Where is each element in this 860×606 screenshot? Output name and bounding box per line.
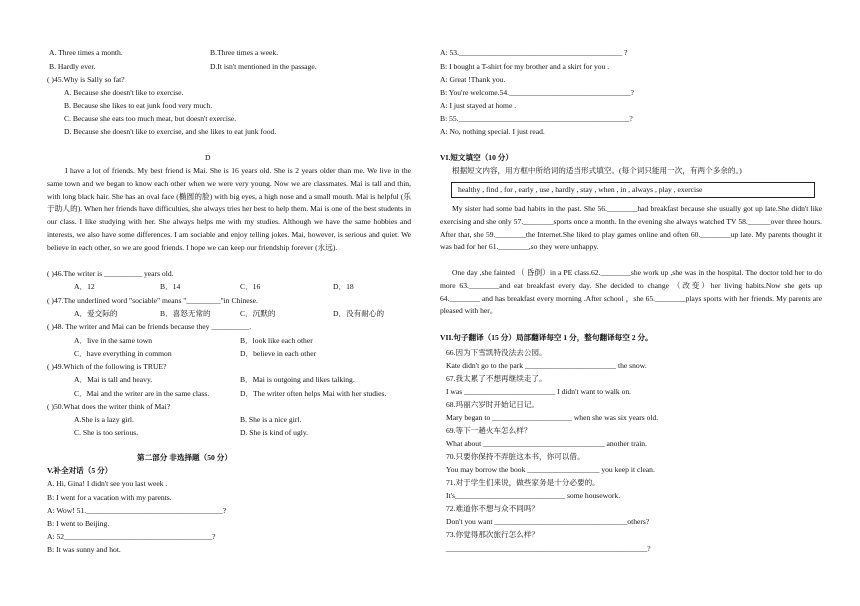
q46-stem: ( )46.The writer is __________ years old. — [47, 269, 174, 278]
section7-title: VII.句子翻译（15 分）局部翻译每空 1 分，整句翻译每空 2 分。 — [440, 333, 653, 342]
q50-option-c: C. She is too serious. — [74, 428, 139, 437]
passage-label: D — [205, 153, 211, 162]
q48-option-d: D．believe in each other — [240, 349, 317, 358]
section6-instruction: 根据短文内容，用方框中所给词的适当形式填空。(每个词只能用一次，有两个多余的。) — [452, 166, 742, 175]
q48-option-c: C．have everything in common — [74, 349, 172, 358]
q45-option-b: B. Because she likes to eat junk food very much. — [64, 101, 213, 110]
q50-option-d: D. She is kind of ugly. — [240, 428, 309, 437]
dialogue-line: B: It was sunny and hot. — [47, 545, 121, 554]
q46-option-d: D．18 — [333, 282, 354, 291]
q44-option-b: B.Three times a week. — [210, 48, 279, 57]
word-box: healthy , find , for , early , use , hardly , stay , when , in , always , play , exercise — [451, 182, 815, 198]
q49-option-d: D．The writer often helps Mai with her studies. — [240, 389, 387, 398]
q47-option-a: A．爱交际的 — [74, 309, 118, 318]
translation-answer-line: You may borrow the book ___________________ you keep it clean. — [446, 465, 655, 474]
dialogue-line: A: 52_______________________________________? — [47, 532, 216, 541]
dialogue-line: B: I went to Beijing. — [47, 519, 110, 528]
dialogue-line: B: I went for a vacation with my parents. — [47, 493, 172, 502]
dialogue-line: A: I just stayed at home . — [440, 101, 517, 110]
translation-prompt: 70.只要你保持不弄脏这本书，你可以借。 — [446, 452, 585, 461]
q50-option-b: B. She is a nice girl. — [240, 415, 302, 424]
dialogue-line: A: Wow! 51.____________________________________? — [47, 506, 227, 515]
dialogue-line: A: No, nothing special. I just read. — [440, 127, 545, 136]
translation-prompt: 67.我太累了不想再继续走了。 — [446, 374, 547, 383]
q46-option-a: A．12 — [74, 282, 95, 291]
q47-option-c: C．沉默的 — [240, 309, 276, 318]
dialogue-line: A: 53.___________________________________________ ? — [440, 48, 628, 57]
q47-option-b: B．喜怒无常的 — [160, 309, 211, 318]
q46-option-c: C．16 — [240, 282, 261, 291]
q48-stem: ( )48. The writer and Mai can be friends because they __________. — [47, 322, 252, 331]
dialogue-line: B: You're welcome.54.________________________________? — [440, 88, 634, 97]
q47-stem: ( )47.The underlined word "sociable" means "_________"in Chinese. — [47, 296, 258, 305]
translation-answer-line: It's_____________________________ some housework. — [446, 491, 621, 500]
section5-title: V.补全对话（5 分） — [47, 466, 113, 475]
q49-option-c: C．Mai and the writer are in the same class. — [74, 389, 210, 398]
q48-option-a: A．live in the same town — [74, 336, 153, 345]
q49-stem: ( )49.Which of the following is TRUE? — [47, 362, 167, 371]
q49-option-a: A．Mai is tall and heavy. — [74, 375, 153, 384]
q48-option-b: B．look like each other — [240, 336, 313, 345]
q50-stem: ( )50.What does the writer think of Mai? — [47, 402, 171, 411]
translation-answer-line: Mary began to _____________________ when she was six years old. — [446, 413, 659, 422]
translation-answer-line: I was ________________________ I didn't want to walk on. — [446, 387, 632, 396]
dialogue-line: B: 55._____________________________________________? — [440, 114, 633, 123]
translation-answer-line: What about ________________________________ another train. — [446, 439, 647, 448]
q44-option-d: D.It isn't mentioned in the passage. — [210, 62, 317, 71]
translation-prompt: 68.玛丽六岁时开始记日记。 — [446, 400, 540, 409]
dialogue-line: A. Hi, Gina! I didn't see you last week . — [47, 479, 168, 488]
q50-option-a: A.She is a lazy girl. — [74, 415, 134, 424]
dialogue-line: B: I bought a T-shirt for my brother and a skirt for you . — [440, 62, 610, 71]
section6-title: VI.短文填空（10 分） — [440, 153, 513, 162]
translation-answer-line: Kate didn't go to the park ________________________ the snow. — [446, 361, 647, 370]
q45-option-d: D. Because she doesn't like to exercise, and she likes to eat junk food. — [64, 127, 277, 136]
q49-option-b: B．Mai is outgoing and likes talking. — [240, 375, 355, 384]
translation-prompt: 72.难道你不想与众不同吗？ — [446, 504, 540, 513]
translation-prompt: 71.对于学生们来说，做些家务是十分必要的。 — [446, 478, 600, 487]
q45-option-c: C. Because she eats too much meat, but doesn't exercise. — [64, 114, 237, 123]
q46-option-b: B．14 — [160, 282, 181, 291]
cloze-paragraph-2: One day ,she fainted （ 昏倒）in a PE class.62.________she work up ,she was in the hospital. The doctor told her to do more 63.________and eat breakfast every day. She decided to change （改变）her living habits.Now she gets up 64.________ and has breakfast every morning .After school ，she 65.________plays sports with her friends. My parents are pleased with her。 — [440, 268, 822, 316]
part2-title: 第二部分 非选择题（50 分） — [137, 453, 232, 462]
q45-option-a: A. Because she doesn't like to exercise. — [64, 88, 184, 97]
translation-prompt: 69.等下一趟火车怎么样？ — [446, 426, 532, 435]
translation-prompt: 73.你觉得那次旅行怎么样？ — [446, 530, 540, 539]
passage-text: I have a lot of friends. My best friend is Mai. She is 16 years old. She is 2 years older than me. We live in the same town and we began to know each other when we were very young. Now we are classmates. Mai is tall and thin, with long black hair. She has an oval face (椭圆的脸) with big eyes, a high nose and a small mouth. Mai is helpful (乐于助人的). When her friends have difficulties, she always tries her best to help them. Mai is one of the best students in our class. I like studying with her. She always helps me with my studies. Although we have the same hobbies and interests, we also have some differences. I am sociable and enjoy telling jokes. Mai, however, is serious and quiet. We believe in each other, so we are good friends. I hope we can keep our friendship forever (永远). — [47, 166, 411, 252]
translation-answer-line: _____________________________________________________? — [446, 544, 651, 553]
translation-prompt: 66.因为下雪凯特没法去公园。 — [446, 348, 547, 357]
translation-answer-line: Don't you want ___________________________________others? — [446, 517, 650, 526]
q44-option-a: A. Three times a month. — [49, 48, 123, 57]
cloze-paragraph-1: My sister had some bad habits in the past. She 56.________had breakfast because she usually got up late.She didn't like exercising and she only 57.________sports once a month. In the evening she always watched TV 58.______over three hours. After that, she 59.________the Internet.She liked to play games online and often 60.________up late. My parents thought it was bad for her 61.________,so they were unhappy. — [440, 204, 822, 252]
q44-option-c: B. Hardly ever. — [49, 62, 96, 71]
q45-stem: ( )45.Why is Sally so fat? — [47, 75, 125, 84]
dialogue-line: A: Great !Thank you. — [440, 75, 506, 84]
q47-option-d: D．没有耐心的 — [333, 309, 385, 318]
